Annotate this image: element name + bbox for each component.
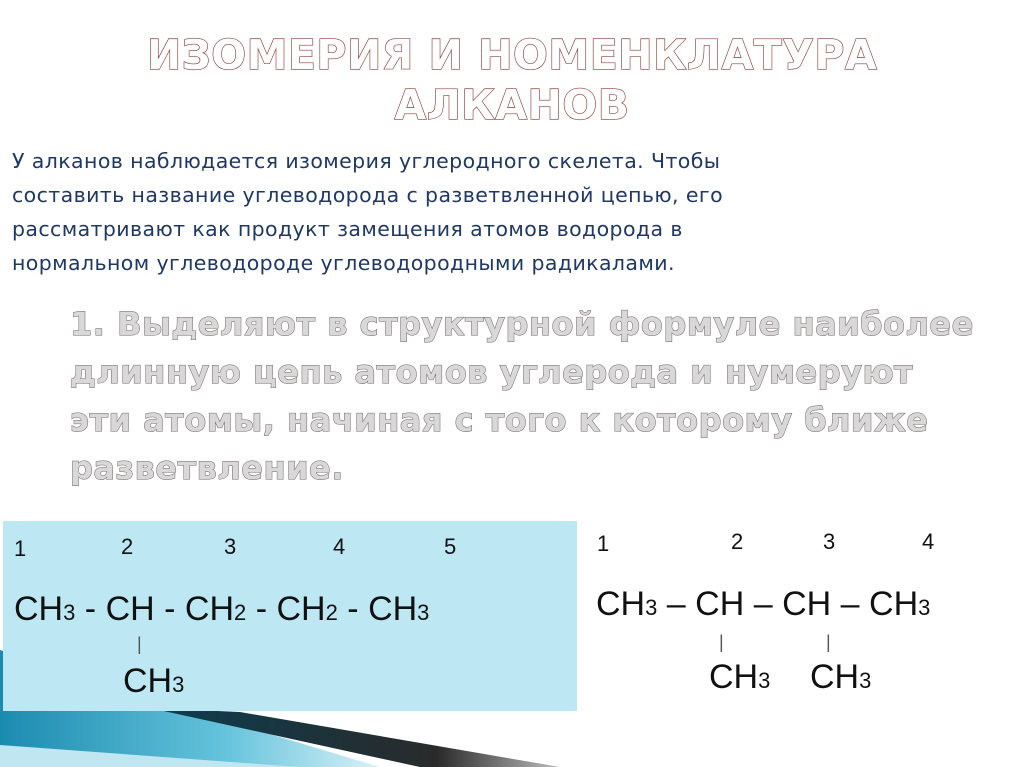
carbon-number: 3 — [224, 534, 237, 559]
group-ch3: CH3 — [869, 585, 931, 623]
group-ch3: CH3 — [368, 590, 430, 628]
slide-title-line-1: ИЗОМЕРИЯ И НОМЕНКЛАТУРА — [146, 31, 878, 79]
step-one-text — [70, 300, 1020, 492]
carbon-number: 2 — [731, 529, 744, 554]
carbon-number: 4 — [333, 534, 346, 559]
group-ch2: CH2 — [276, 590, 338, 628]
carbon-number: 4 — [922, 529, 935, 554]
intro-line: нормальном углеводороде углеводородными радикалами. — [12, 251, 675, 275]
group-ch2: CH2 — [184, 590, 247, 628]
carbon-number: 2 — [121, 534, 134, 559]
slide-title-line-2: АЛКАНОВ — [394, 81, 630, 129]
vertical-bond: | — [137, 634, 142, 654]
vertical-bond: | — [719, 632, 724, 652]
intro-line: У алканов наблюдается изомерия углеродного скелета. Чтобы — [12, 149, 721, 173]
main-chain-right — [596, 585, 930, 624]
branch-ch3-left: CH3 — [123, 662, 185, 700]
intro-line: рассматривают как продукт замещения атомов водорода в — [12, 217, 683, 241]
step-line: длинную цепь атомов углерода и нумеруют — [70, 353, 914, 391]
group-ch: CH — [782, 585, 832, 623]
group-ch: CH — [105, 590, 155, 628]
bond-dash: – — [744, 585, 783, 623]
bond-dash: - — [337, 590, 369, 628]
carbon-number: 3 — [823, 529, 836, 554]
branch-ch3-right-1: CH3 — [709, 658, 771, 696]
intro-paragraph — [12, 144, 1012, 280]
carbon-number: 1 — [597, 531, 610, 556]
main-chain-left — [14, 590, 429, 629]
bond-dash: – — [831, 585, 870, 623]
intro-line: составить название углеводорода с разветвленной цепью, его — [12, 183, 724, 207]
vertical-bond: | — [826, 632, 831, 652]
branch-ch3-right-2: CH3 — [810, 658, 872, 696]
group-ch3: CH3 — [596, 585, 658, 623]
carbon-number: 1 — [14, 536, 27, 561]
bond-dash: – — [657, 585, 696, 623]
carbon-number: 5 — [444, 534, 457, 559]
group-ch3: CH3 — [14, 590, 76, 628]
slide-title — [0, 30, 1024, 130]
step-line: 1. Выделяют в структурной формуле наиболее — [70, 305, 974, 343]
step-line: эти атомы, начиная с того к которому ближе — [70, 401, 929, 439]
bond-dash: - — [154, 590, 185, 628]
bond-dash: - — [75, 590, 106, 628]
bond-dash: - — [246, 590, 277, 628]
step-line: разветвление. — [70, 449, 344, 487]
group-ch: CH — [695, 585, 745, 623]
